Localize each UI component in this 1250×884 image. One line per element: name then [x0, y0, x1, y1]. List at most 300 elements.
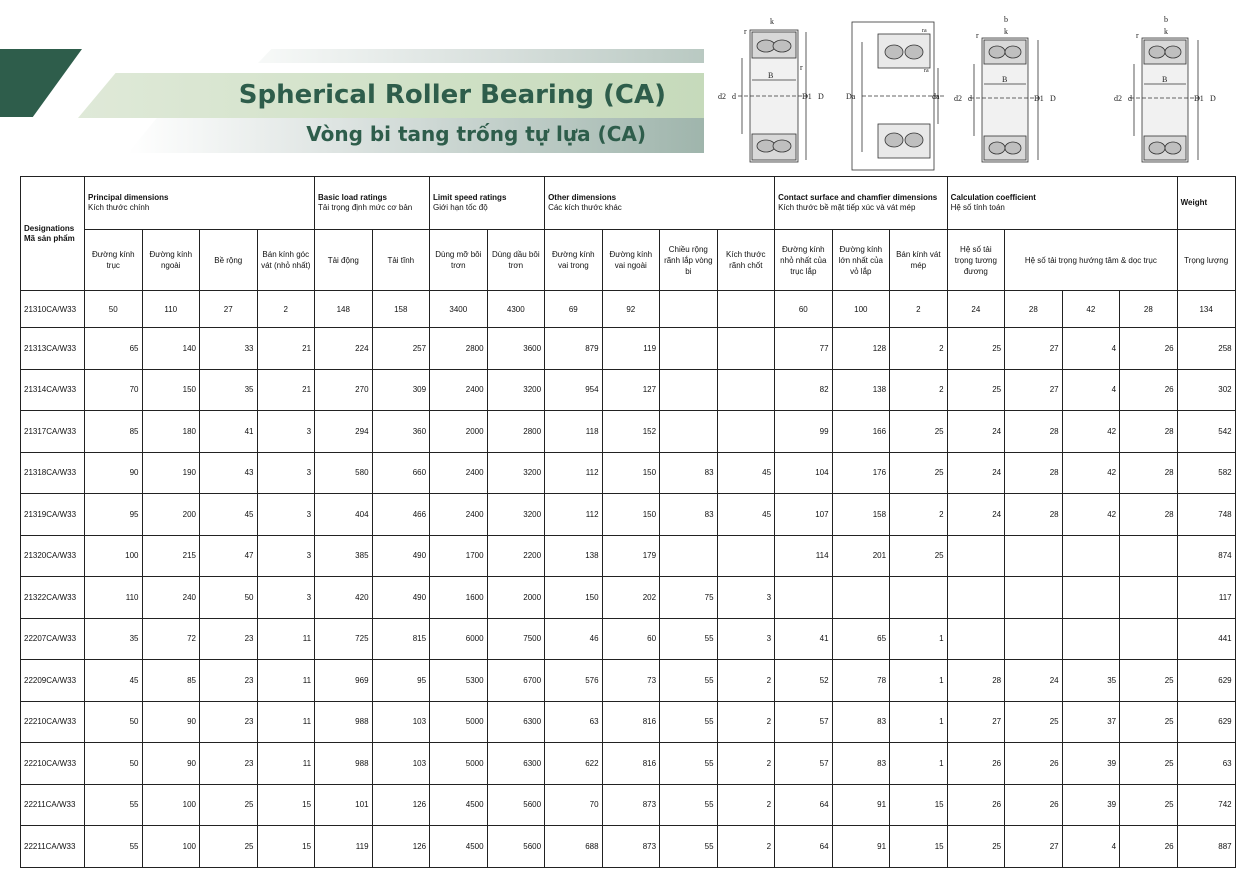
weight-header: Weight [1177, 177, 1235, 230]
col-header: Hệ số tải trọng tương đương [947, 230, 1005, 291]
table-cell: 404 [315, 494, 373, 536]
table-cell: 622 [545, 743, 603, 785]
table-cell [660, 369, 718, 411]
table-cell: 873 [602, 784, 660, 826]
table-cell: 63 [545, 701, 603, 743]
table-cell: 25 [1005, 701, 1063, 743]
table-cell: 988 [315, 701, 373, 743]
table-cell [1005, 577, 1063, 619]
svg-text:d: d [1128, 94, 1132, 103]
table-cell: 45 [717, 452, 775, 494]
table-cell: 25 [1120, 701, 1178, 743]
table-cell: 138 [545, 535, 603, 577]
svg-text:d2: d2 [718, 92, 726, 101]
svg-text:d: d [732, 92, 736, 101]
svg-text:k: k [1004, 27, 1008, 36]
table-cell: 28 [1005, 411, 1063, 453]
table-cell: 77 [775, 328, 833, 370]
table-cell: 104 [775, 452, 833, 494]
table-cell: 101 [315, 784, 373, 826]
table-cell: 72 [142, 618, 200, 660]
table-cell: 126 [372, 784, 430, 826]
table-cell: 90 [142, 701, 200, 743]
table-cell: 35 [85, 618, 143, 660]
svg-text:k: k [1164, 27, 1168, 36]
table-cell [660, 328, 718, 370]
table-cell: 4 [1062, 328, 1120, 370]
table-cell: 15 [890, 784, 948, 826]
table-cell [1005, 535, 1063, 577]
table-cell: 99 [775, 411, 833, 453]
table-row [21, 743, 1236, 785]
table-cell: 65 [832, 618, 890, 660]
designation-cell: 21314CA/W33 [21, 369, 85, 411]
table-cell: 128 [832, 328, 890, 370]
table-cell: 576 [545, 660, 603, 702]
table-cell: 1 [890, 701, 948, 743]
table-cell: 874 [1177, 535, 1235, 577]
table-cell [775, 577, 833, 619]
table-cell: 629 [1177, 660, 1235, 702]
table-cell: 11 [257, 743, 315, 785]
table-cell [947, 618, 1005, 660]
svg-text:d2: d2 [954, 94, 962, 103]
table-cell: 25 [890, 452, 948, 494]
table-cell: 24 [947, 494, 1005, 536]
table-cell: 33 [200, 328, 258, 370]
table-cell: 50 [85, 701, 143, 743]
svg-text:k: k [770, 17, 774, 26]
table-cell: 23 [200, 660, 258, 702]
table-cell: 95 [85, 494, 143, 536]
table-cell: 39 [1062, 743, 1120, 785]
table-cell [660, 291, 718, 328]
table-cell: 26 [1120, 328, 1178, 370]
svg-text:B: B [1162, 75, 1168, 84]
svg-text:r: r [1136, 31, 1139, 40]
table-cell: 60 [602, 618, 660, 660]
table-cell: 64 [775, 826, 833, 868]
table-cell: 2000 [487, 577, 545, 619]
table-cell: 83 [832, 701, 890, 743]
bearing-section-diagram-1 [738, 30, 808, 162]
table-cell: 150 [602, 452, 660, 494]
col-header: Đường kính nhỏ nhất của trục lắp [775, 230, 833, 291]
svg-text:da: da [932, 92, 940, 101]
table-cell: 119 [602, 328, 660, 370]
table-cell: 119 [315, 826, 373, 868]
table-cell: 2 [717, 784, 775, 826]
table-cell: 152 [602, 411, 660, 453]
svg-text:d2: d2 [1114, 94, 1122, 103]
table-cell: 3200 [487, 369, 545, 411]
basic-load-ratings-header: Basic load ratings Tải trọng định mức cơ bản [315, 177, 430, 230]
table-cell: 110 [142, 291, 200, 328]
table-cell: 70 [85, 369, 143, 411]
table-cell: 1700 [430, 535, 488, 577]
table-cell: 873 [602, 826, 660, 868]
table-cell: 490 [372, 535, 430, 577]
bearing-mounting-diagram [852, 22, 944, 170]
table-cell: 23 [200, 701, 258, 743]
table-cell: 224 [315, 328, 373, 370]
col-header: Chiều rộng rãnh lắp vòng bi [660, 230, 718, 291]
limit-speed-ratings-header: Limit speed ratings Giới hạn tốc độ [430, 177, 545, 230]
table-cell [717, 328, 775, 370]
table-cell [1005, 618, 1063, 660]
col-header: Kích thước rãnh chốt [717, 230, 775, 291]
table-cell: 64 [775, 784, 833, 826]
designation-cell: 22211CA/W33 [21, 826, 85, 868]
table-row [21, 535, 1236, 577]
table-cell: 103 [372, 701, 430, 743]
table-cell: 158 [372, 291, 430, 328]
page-title: Spherical Roller Bearing (CA) [238, 80, 666, 110]
col-header: Dùng mỡ bôi trơn [430, 230, 488, 291]
table-cell: 83 [832, 743, 890, 785]
table-cell: 11 [257, 660, 315, 702]
table-cell: 55 [660, 784, 718, 826]
svg-text:D1: D1 [1194, 94, 1204, 103]
designation-cell: 21322CA/W33 [21, 577, 85, 619]
table-cell [660, 535, 718, 577]
table-cell: 24 [947, 291, 1005, 328]
table-cell: 83 [660, 452, 718, 494]
table-cell: 25 [890, 535, 948, 577]
table-cell: 50 [200, 577, 258, 619]
table-cell: 63 [1177, 743, 1235, 785]
table-cell: 43 [200, 452, 258, 494]
table-cell: 3200 [487, 494, 545, 536]
table-cell: 25 [1120, 743, 1178, 785]
table-cell: 202 [602, 577, 660, 619]
table-cell: 25 [947, 328, 1005, 370]
table-cell: 25 [890, 411, 948, 453]
table-cell: 815 [372, 618, 430, 660]
table-cell: 11 [257, 701, 315, 743]
table-cell: 35 [200, 369, 258, 411]
table-cell: 25 [947, 826, 1005, 868]
table-cell: 23 [200, 743, 258, 785]
table-cell: 969 [315, 660, 373, 702]
col-header: Bề rộng [200, 230, 258, 291]
table-cell: 24 [947, 452, 1005, 494]
table-cell: 50 [85, 743, 143, 785]
table-cell: 309 [372, 369, 430, 411]
table-cell: 270 [315, 369, 373, 411]
table-cell: 148 [315, 291, 373, 328]
table-body [21, 291, 1236, 868]
table-cell: 45 [717, 494, 775, 536]
col-header: Bán kính góc vát (nhỏ nhất) [257, 230, 315, 291]
table-cell: 28 [947, 660, 1005, 702]
table-cell: 7500 [487, 618, 545, 660]
designations-header: Designations Mã sản phẩm [21, 177, 85, 291]
designation-cell: 21310CA/W33 [21, 291, 85, 328]
svg-text:b: b [1164, 15, 1168, 24]
contact-surface-header: Contact surface and chamfier dimensions Kích thước bề mặt tiếp xúc và vát mép [775, 177, 948, 230]
table-cell: 2400 [430, 369, 488, 411]
table-cell: 542 [1177, 411, 1235, 453]
table-cell: 75 [660, 577, 718, 619]
table-cell: 25 [1120, 660, 1178, 702]
table-row [21, 660, 1236, 702]
col-header: Đường kính trục [85, 230, 143, 291]
table-cell: 150 [142, 369, 200, 411]
table-cell: 2 [717, 660, 775, 702]
table-cell: 28 [1005, 452, 1063, 494]
table-row [21, 826, 1236, 868]
table-cell: 55 [660, 743, 718, 785]
table-cell: 85 [142, 660, 200, 702]
table-cell: 55 [85, 826, 143, 868]
table-cell: 27 [200, 291, 258, 328]
table-cell: 2200 [487, 535, 545, 577]
table-cell [660, 411, 718, 453]
table-cell: 126 [372, 826, 430, 868]
table-cell: 385 [315, 535, 373, 577]
table-cell: 582 [1177, 452, 1235, 494]
table-cell: 1600 [430, 577, 488, 619]
table-cell: 6700 [487, 660, 545, 702]
table-cell: 90 [85, 452, 143, 494]
table-cell [947, 577, 1005, 619]
table-cell: 1 [890, 743, 948, 785]
table-cell: 100 [85, 535, 143, 577]
table-cell: 4 [1062, 826, 1120, 868]
table-cell: 138 [832, 369, 890, 411]
table-cell: 688 [545, 826, 603, 868]
table-cell: 2 [257, 291, 315, 328]
table-cell: 180 [142, 411, 200, 453]
table-cell: 3 [257, 535, 315, 577]
table-row [21, 784, 1236, 826]
table-cell: 85 [85, 411, 143, 453]
table-cell: 150 [602, 494, 660, 536]
table-cell: 2800 [487, 411, 545, 453]
table-cell: 21 [257, 369, 315, 411]
table-cell: 5600 [487, 826, 545, 868]
table-cell: 90 [142, 743, 200, 785]
table-cell: 179 [602, 535, 660, 577]
table-cell: 26 [1120, 369, 1178, 411]
table-cell: 3 [257, 494, 315, 536]
table-cell: 3 [717, 618, 775, 660]
designation-cell: 22210CA/W33 [21, 743, 85, 785]
table-cell: 28 [1120, 494, 1178, 536]
table-cell: 6300 [487, 701, 545, 743]
table-cell: 26 [1120, 826, 1178, 868]
table-cell: 27 [1005, 369, 1063, 411]
table-cell: 114 [775, 535, 833, 577]
table-cell: 42 [1062, 411, 1120, 453]
table-cell: 201 [832, 535, 890, 577]
table-cell: 27 [947, 701, 1005, 743]
table-cell: 2800 [430, 328, 488, 370]
svg-text:Da: Da [846, 92, 856, 101]
table-cell: 26 [1005, 784, 1063, 826]
designation-cell: 22210CA/W33 [21, 701, 85, 743]
table-cell: 37 [1062, 701, 1120, 743]
svg-text:D: D [1050, 94, 1056, 103]
table-cell: 91 [832, 826, 890, 868]
table-cell [890, 577, 948, 619]
table-cell: 441 [1177, 618, 1235, 660]
principal-dimensions-header: Principal dimensions Kích thước chính [85, 177, 315, 230]
table-cell: 127 [602, 369, 660, 411]
svg-text:B: B [1002, 75, 1008, 84]
table-cell [1062, 618, 1120, 660]
table-cell: 725 [315, 618, 373, 660]
table-row [21, 701, 1236, 743]
table-cell: 95 [372, 660, 430, 702]
table-cell: 25 [947, 369, 1005, 411]
table-cell [1120, 618, 1178, 660]
table-cell: 190 [142, 452, 200, 494]
bearing-section-diagram-3 [1130, 38, 1200, 162]
table-cell: 2 [717, 701, 775, 743]
table-cell: 39 [1062, 784, 1120, 826]
table-cell: 110 [85, 577, 143, 619]
table-cell: 65 [85, 328, 143, 370]
table-cell: 134 [1177, 291, 1235, 328]
other-dimensions-header: Other dimensions Các kích thước khác [545, 177, 775, 230]
table-cell: 55 [660, 701, 718, 743]
table-cell: 816 [602, 701, 660, 743]
table-row [21, 291, 1236, 328]
table-cell: 23 [200, 618, 258, 660]
svg-text:d: d [968, 94, 972, 103]
table-cell: 21 [257, 328, 315, 370]
table-cell: 3400 [430, 291, 488, 328]
table-cell: 2 [890, 369, 948, 411]
table-cell: 6300 [487, 743, 545, 785]
table-cell: 150 [545, 577, 603, 619]
table-cell: 240 [142, 577, 200, 619]
table-cell: 988 [315, 743, 373, 785]
table-cell: 3600 [487, 328, 545, 370]
table-cell: 28 [1120, 452, 1178, 494]
table-cell: 4500 [430, 784, 488, 826]
designation-cell: 21313CA/W33 [21, 328, 85, 370]
table-cell: 24 [1005, 660, 1063, 702]
table-cell: 5300 [430, 660, 488, 702]
table-cell: 27 [1005, 328, 1063, 370]
table-cell: 629 [1177, 701, 1235, 743]
table-cell: 11 [257, 618, 315, 660]
calculation-coefficient-header: Calculation coefficient Hệ số tính toán [947, 177, 1177, 230]
table-cell: 4500 [430, 826, 488, 868]
designation-cell: 21319CA/W33 [21, 494, 85, 536]
table-cell: 2 [717, 743, 775, 785]
table-cell [717, 411, 775, 453]
table-cell: 176 [832, 452, 890, 494]
table-cell: 55 [85, 784, 143, 826]
table-cell: 50 [85, 291, 143, 328]
table-cell: 1 [890, 618, 948, 660]
table-row [21, 577, 1236, 619]
table-cell: 816 [602, 743, 660, 785]
col-header: Dùng dầu bôi trơn [487, 230, 545, 291]
table-row [21, 618, 1236, 660]
table-cell: 26 [1005, 743, 1063, 785]
table-row [21, 452, 1236, 494]
table-cell: 42 [1062, 291, 1120, 328]
table-cell: 42 [1062, 452, 1120, 494]
table-cell [717, 535, 775, 577]
table-cell: 35 [1062, 660, 1120, 702]
bearing-section-diagram-2 [970, 38, 1040, 162]
table-cell: 26 [947, 743, 1005, 785]
table-cell: 140 [142, 328, 200, 370]
col-header: Bán kính vát mép [890, 230, 948, 291]
table-cell: 2400 [430, 452, 488, 494]
table-cell: 100 [142, 784, 200, 826]
table-cell: 55 [660, 660, 718, 702]
table-cell: 5000 [430, 701, 488, 743]
bearing-spec-table [20, 176, 1236, 868]
table-row [21, 494, 1236, 536]
page-subtitle: Vòng bi tang trống tự lựa (CA) [306, 122, 646, 146]
table-cell: 490 [372, 577, 430, 619]
designation-cell: 21320CA/W33 [21, 535, 85, 577]
table-cell: 55 [660, 826, 718, 868]
designation-cell: 22211CA/W33 [21, 784, 85, 826]
svg-text:B: B [768, 71, 774, 80]
bearing-diagrams [712, 12, 1242, 172]
table-cell: 742 [1177, 784, 1235, 826]
header-band-top [258, 49, 704, 63]
table-cell: 100 [832, 291, 890, 328]
table-cell: 69 [545, 291, 603, 328]
table-cell: 117 [1177, 577, 1235, 619]
designation-cell: 21317CA/W33 [21, 411, 85, 453]
table-cell: 55 [660, 618, 718, 660]
col-header: Tải động [315, 230, 373, 291]
table-cell: 92 [602, 291, 660, 328]
svg-text:ra: ra [924, 68, 929, 74]
table-cell: 887 [1177, 826, 1235, 868]
table-cell: 420 [315, 577, 373, 619]
table-cell: 3200 [487, 452, 545, 494]
svg-text:D: D [1210, 94, 1216, 103]
table-cell: 954 [545, 369, 603, 411]
table-cell: 47 [200, 535, 258, 577]
col-header: Trọng lượng [1177, 230, 1235, 291]
col-header: Hệ số tải trọng hướng tâm & dọc trục [1005, 230, 1178, 291]
table-cell: 466 [372, 494, 430, 536]
designation-cell: 21318CA/W33 [21, 452, 85, 494]
table-cell: 15 [257, 784, 315, 826]
table-cell [832, 577, 890, 619]
designation-cell: 22207CA/W33 [21, 618, 85, 660]
col-header: Đường kính ngoài [142, 230, 200, 291]
table-cell [1062, 577, 1120, 619]
table-cell: 3 [717, 577, 775, 619]
table-cell: 100 [142, 826, 200, 868]
table-cell: 57 [775, 701, 833, 743]
table-cell: 2 [890, 328, 948, 370]
col-header: Đường kính vai ngoài [602, 230, 660, 291]
svg-text:r: r [744, 27, 747, 36]
table-cell [1062, 535, 1120, 577]
table-group-header-row [21, 177, 1236, 230]
table-cell: 2400 [430, 494, 488, 536]
table-cell: 46 [545, 618, 603, 660]
table-cell: 41 [200, 411, 258, 453]
table-cell: 28 [1005, 494, 1063, 536]
col-header: Đường kính vai trong [545, 230, 603, 291]
